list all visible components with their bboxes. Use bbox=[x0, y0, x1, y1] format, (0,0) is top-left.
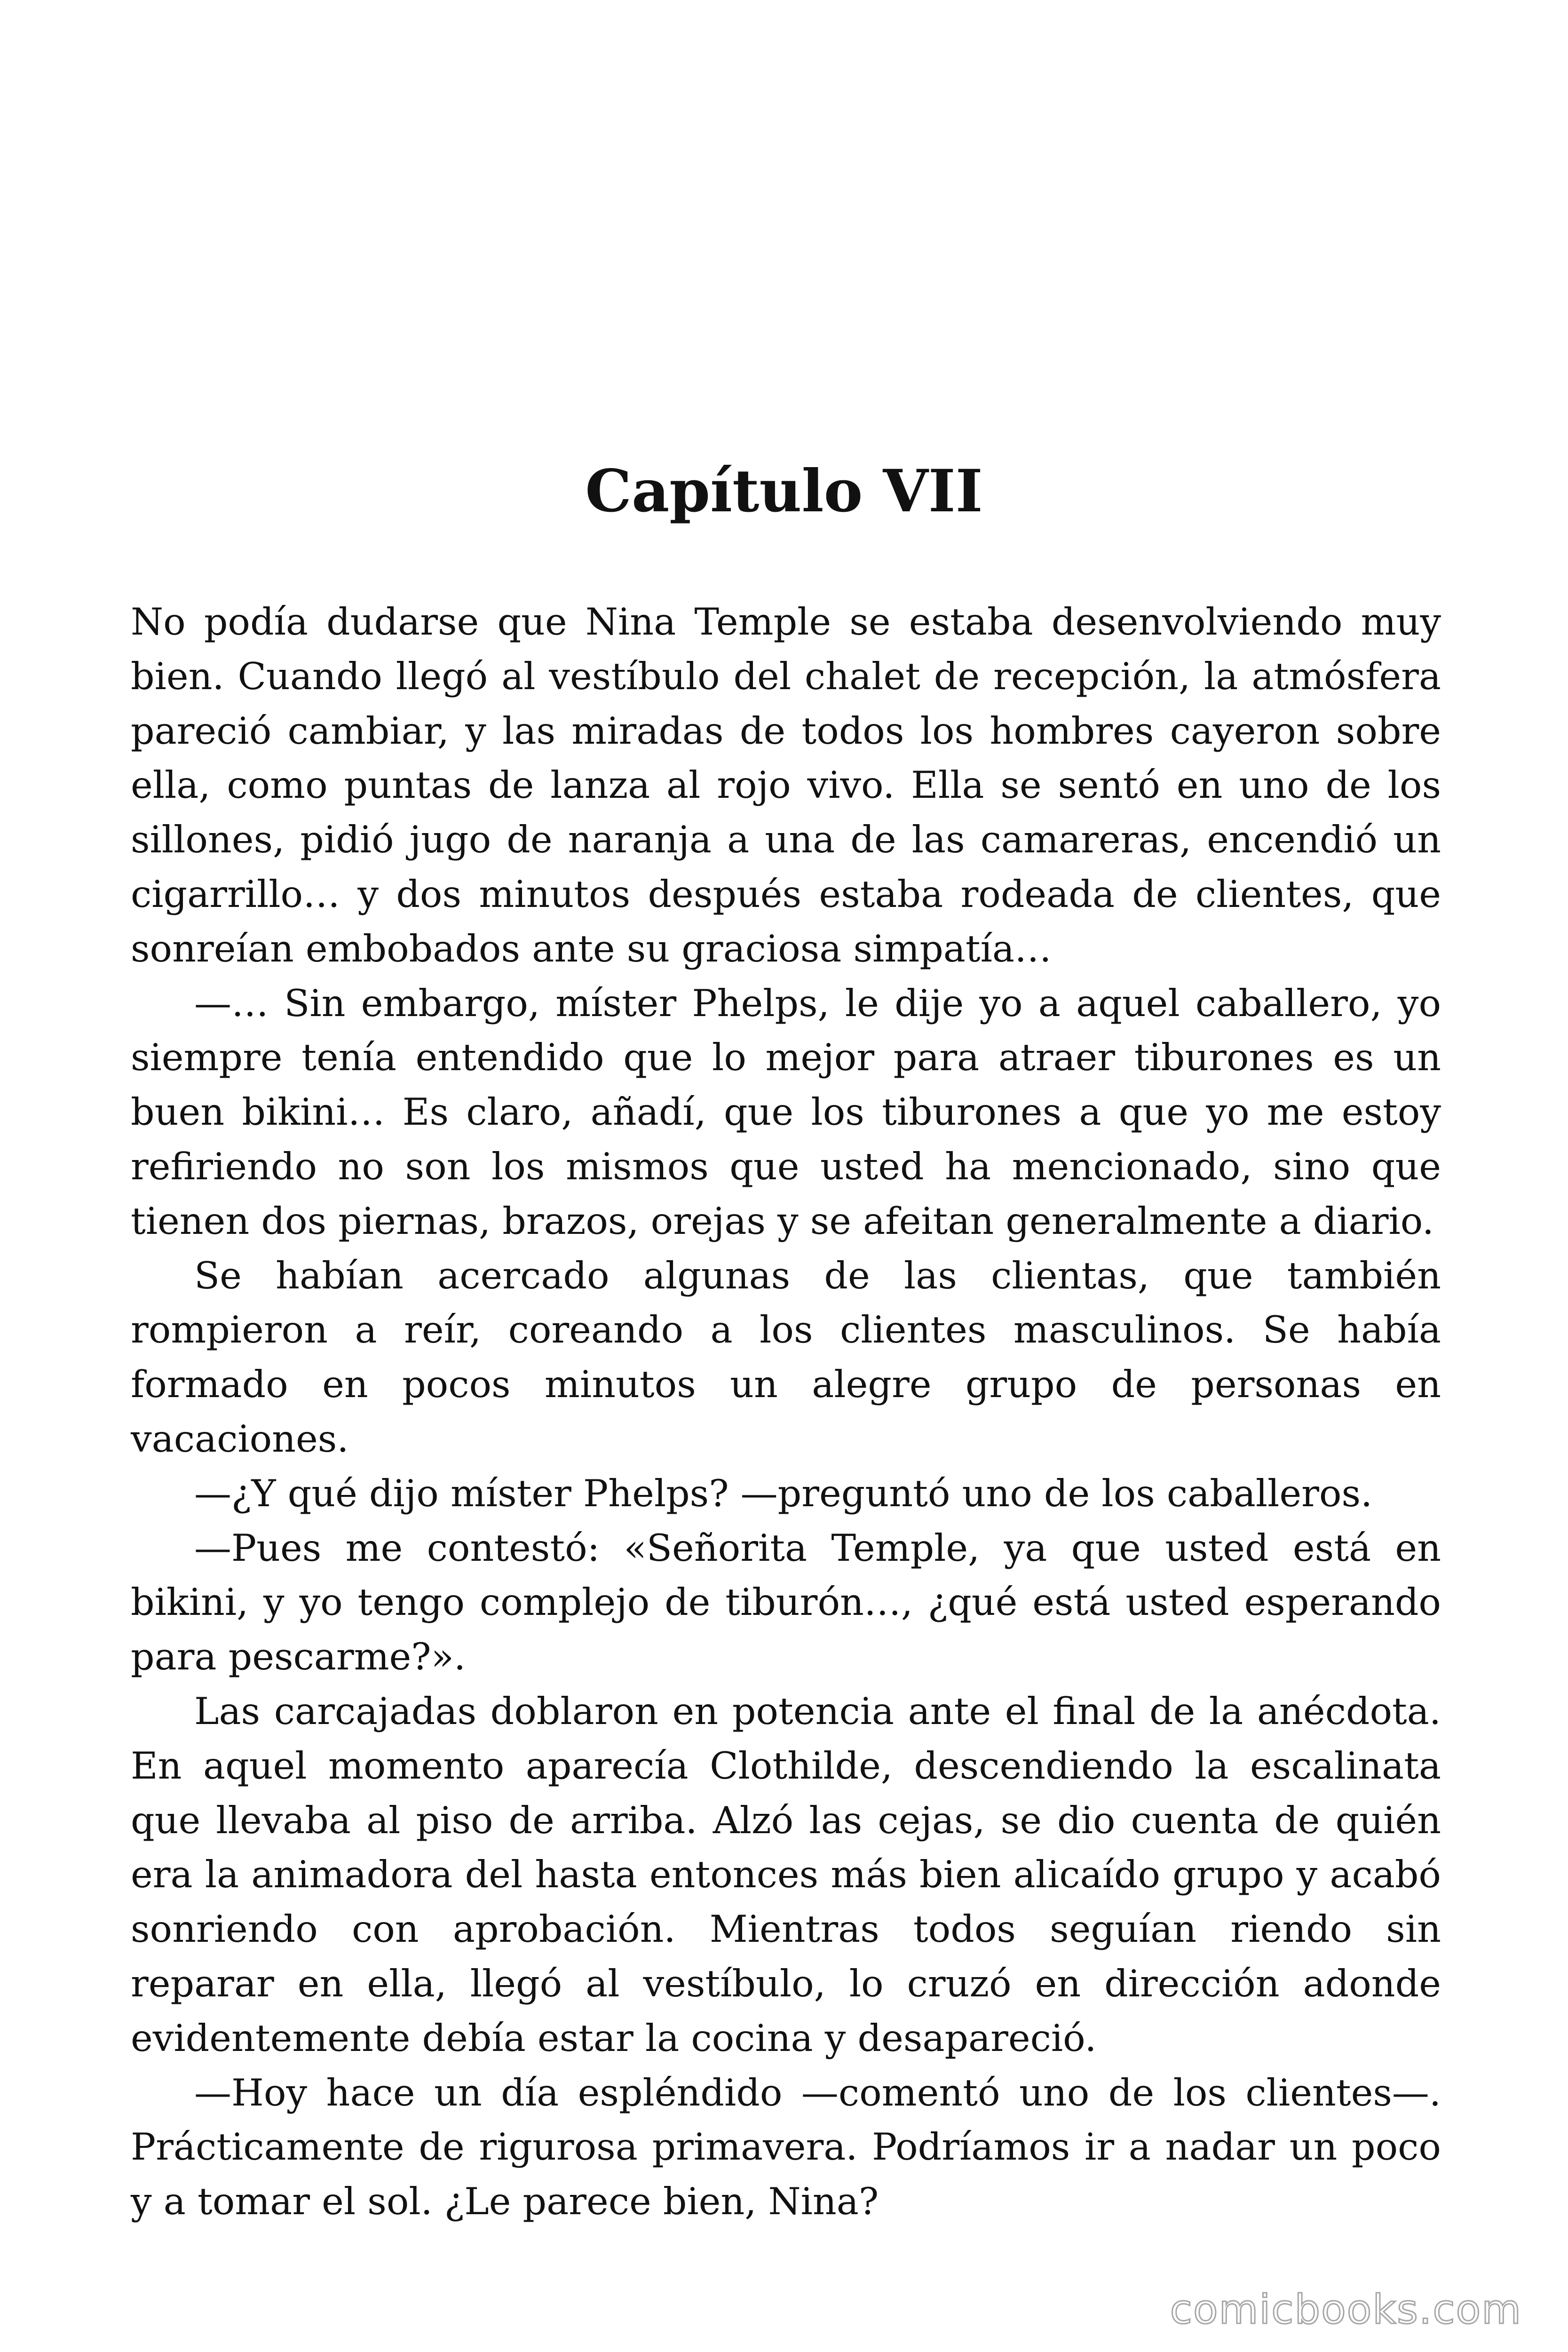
paragraph: —… Sin embargo, míster Phelps, le dije yo a aquel caballero, yo siempre tenía entendido que lo mejor para atraer tiburones es un buen bikini… Es claro, añadí, que los tiburones a que yo me estoy refiriendo no son los mismos que usted ha mencionado, sino que tienen dos piernas, brazos, orejas y se afeitan generalmente a diario. bbox=[131, 981, 1441, 1243]
paragraph: Las carcajadas doblaron en potencia ante el final de la anécdota. En aquel momento aparecía Clothilde, descendiendo la escalinata que llevaba al piso de arriba. Alzó las cejas, se dio cuenta de quién era la animadora del hasta entonces más bien alicaído grupo y acabó sonriendo con aprobación. Mientras todos seguían riendo sin reparar en ella, llegó al vestíbulo, lo cruzó en dirección adonde evidentemente debía estar la cocina y desapareció. bbox=[131, 1689, 1441, 2060]
chapter-body bbox=[131, 595, 1441, 2229]
watermark: comicbooks.com bbox=[1170, 2286, 1522, 2333]
paragraph: Se habían acercado algunas de las clientas, que también rompieron a reír, coreando a los clientes masculinos. Se había formado en pocos minutos un alegre grupo de personas en vacaciones. bbox=[131, 1254, 1441, 1461]
paragraph: No podía dudarse que Nina Temple se estaba desenvolviendo muy bien. Cuando llegó al vestíbulo del chalet de recepción, la atmósfera pareció cambiar, y las miradas de todos los hombres cayeron sobre ella, como puntas de lanza al rojo vivo. Ella se sentó en uno de los sillones, pidió jugo de naranja a una de las camareras, encendió un cigarrillo… y dos minutos después estaba rodeada de clientes, que sonreían embobados ante su graciosa simpatía… bbox=[131, 600, 1441, 970]
paragraph: —Pues me contestó: «Señorita Temple, ya que usted está en bikini, y yo tengo complejo de tiburón…, ¿qué está usted esperando para pescarme?». bbox=[131, 1526, 1441, 1679]
chapter-title: Capítulo VII bbox=[585, 457, 983, 525]
paragraph: —Hoy hace un día espléndido —comentó uno de los clientes—. Prácticamente de rigurosa primavera. Podríamos ir a nadar un poco y a tomar el sol. ¿Le parece bien, Nina? bbox=[131, 2071, 1441, 2224]
paragraph: —¿Y qué dijo míster Phelps? —preguntó uno de los caballeros. bbox=[194, 1471, 1373, 1515]
